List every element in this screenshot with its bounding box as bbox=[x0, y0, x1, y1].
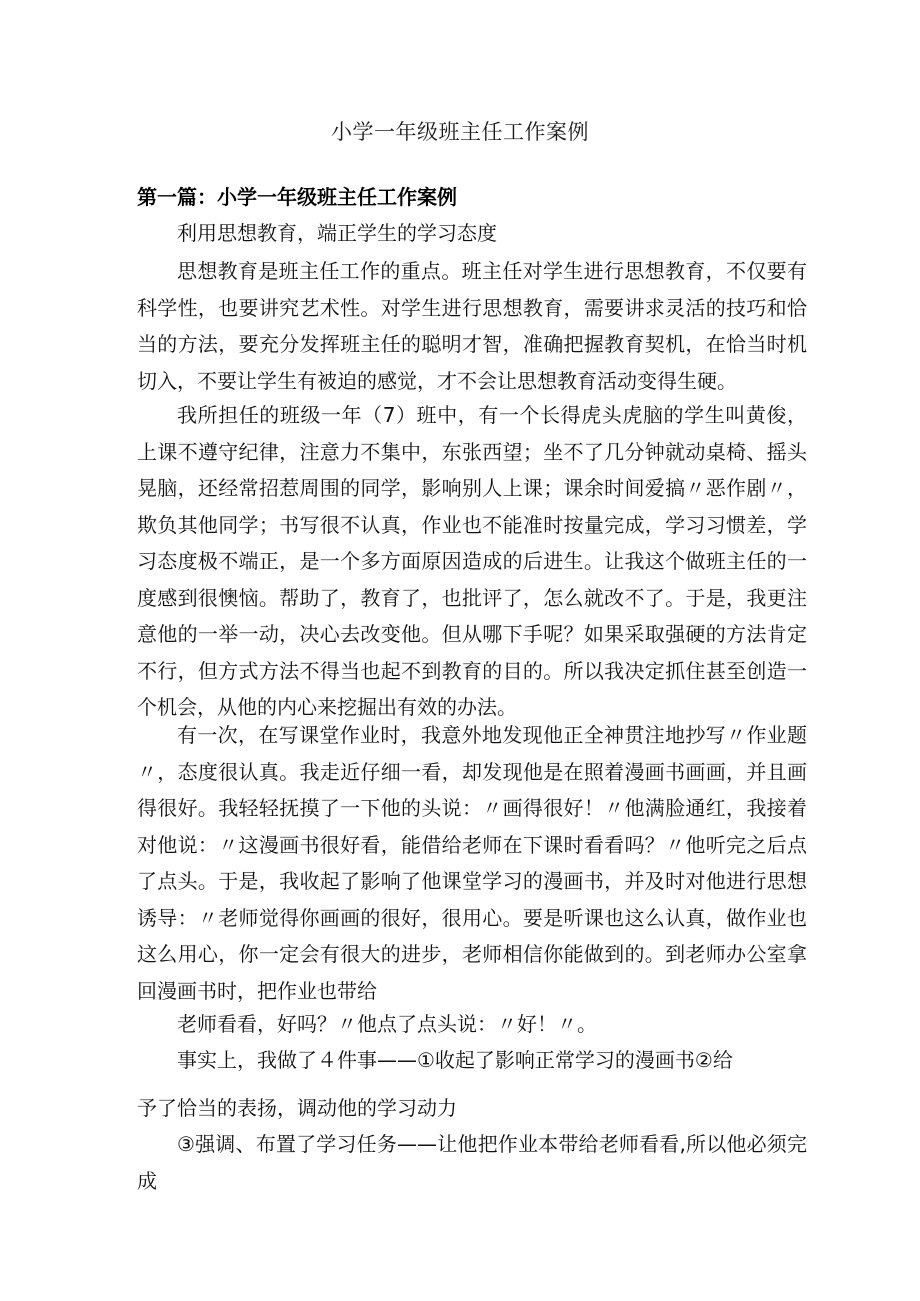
paragraph-4: 老师看看，好吗？〃他点了点头说：〃好！〃。 bbox=[177, 1012, 597, 1036]
paragraph-2: 我所担任的班级一年（7）班中，有一个长得虎头虎脑的学生叫黄俊，上课不遵守纪律，注意力不集中，东张西望；坐不了几分钟就动桌椅、摇头晃脑，还经常招惹周围的同学，影响别人上课；课余时间爱搞〃恶作剧〃，欺负其他同学；书写很不认真，作业也不能准时按量完成，学习习惯差，学习态度极不端正，是一个多方面原因造成的后进生。让我这个做班主任的一度感到很懊恼。帮助了，教育了，也批评了，怎么就改不了。于是，我更注意他的一举一动，决心去改变他。但从哪下手呢？如果采取强硬的方法肯定不行，但方式方法不得当也起不到教育的目的。所以我决定抓住甚至创造一个机会，从他的内心来挖掘出有效的办法。 bbox=[137, 403, 807, 719]
section-subtitle: 利用思想教育，端正学生的学习态度 bbox=[177, 221, 497, 245]
paragraph-5: 事实上，我做了４件事——①收起了影响正常学习的漫画书②给 bbox=[177, 1048, 733, 1072]
document-title: 小学一年级班主任工作案例 bbox=[331, 120, 589, 144]
section-heading: 第一篇：小学一年级班主任工作案例 bbox=[137, 185, 457, 209]
paragraph-6: 予了恰当的表扬，调动他的学习动力 bbox=[137, 1096, 457, 1120]
paragraph-3: 有一次，在写课堂作业时，我意外地发现他正全神贯注地抄写〃作业题〃，态度很认真。我走近仔细一看，却发现他是在照着漫画书画画，并且画得很好。我轻轻抚摸了一下他的头说：〃画得很好！〃他满脸通红，我接着对他说：〃这漫画书很好看，能借给老师在下课时看看吗？〃他听完之后点了点头。于是，我收起了影响了他课堂学习的漫画书，并及时对他进行思想诱导：〃老师觉得你画画的很好，很用心。要是听课也这么认真，做作业也这么用心，你一定会有很大的进步，老师相信你能做到的。到老师办公室拿回漫画书时，把作业也带给 bbox=[137, 723, 807, 1003]
paragraph-1: 思想教育是班主任工作的重点。班主任对学生进行思想教育，不仅要有科学性，也要讲究艺术性。对学生进行思想教育，需要讲求灵活的技巧和恰当的方法，要充分发挥班主任的聪明才智，准确把握教育契机，在恰当时机切入，不要让学生有被迫的感觉，才不会让思想教育活动变得生硬。 bbox=[137, 259, 807, 393]
paragraph-7: ③强调、布置了学习任务——让他把作业本带给老师看看,所以他必须完成 bbox=[137, 1132, 807, 1193]
